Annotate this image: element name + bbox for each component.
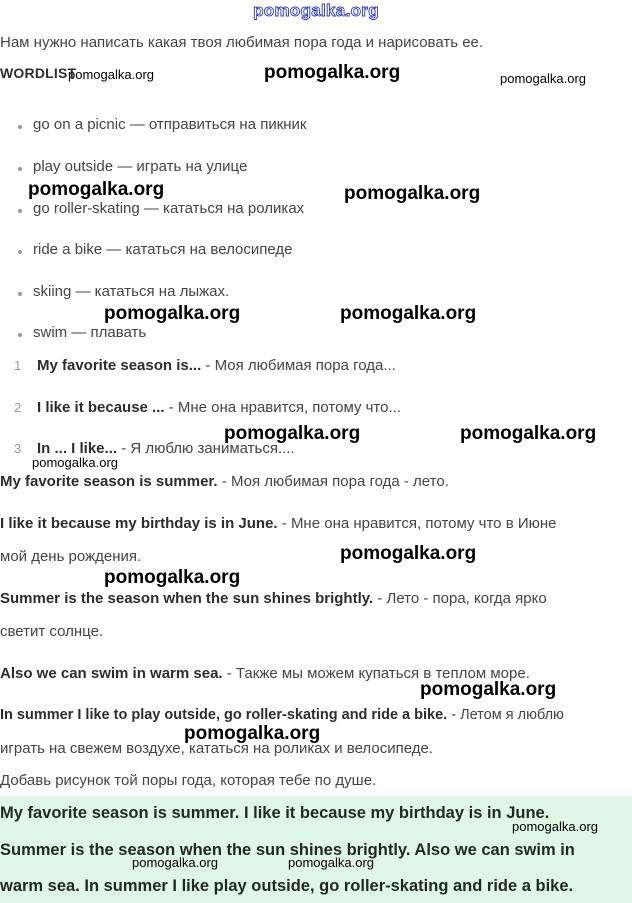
phrase-number: 3 xyxy=(14,441,22,456)
answer-line: Summer is the season when the sun shines brightly. Also we can swim in xyxy=(0,841,575,859)
watermark: pomogalka.org xyxy=(184,723,321,744)
bullet-icon xyxy=(18,333,22,337)
watermark: pomogalka.org xyxy=(512,819,598,834)
bullet-icon xyxy=(18,292,22,296)
watermark: pomogalka.org xyxy=(460,423,597,444)
wordlist-title: WORDLIST xyxy=(0,65,77,81)
phrase-number: 2 xyxy=(14,400,22,415)
sentence-5: In summer I like to play outside, go roller-skating and ride a bike. - Летом я люблю xyxy=(0,707,564,723)
bullet-icon xyxy=(18,209,22,213)
watermark: pomogalka.org xyxy=(340,543,477,564)
watermark: pomogalka.org xyxy=(340,303,477,324)
watermark: pomogalka.org xyxy=(104,567,241,588)
watermark: pomogalka.org xyxy=(420,679,557,700)
watermark: pomogalka.org xyxy=(264,62,401,83)
site-header-logo[interactable]: pomogalka.org xyxy=(253,1,379,20)
sentence-5-cont: играть на свежем воздухе, кататься на роликах и велосипеде. xyxy=(0,740,433,757)
watermark: pomogalka.org xyxy=(132,855,218,870)
wordlist-item: play outside — играть на улице xyxy=(33,158,248,175)
task-text: Нам нужно написать какая твоя любимая пора года и нарисовать ее. xyxy=(0,34,484,51)
watermark: pomogalka.org xyxy=(32,455,118,470)
bullet-icon xyxy=(18,250,22,254)
watermark: pomogalka.org xyxy=(104,303,241,324)
wordlist-item: go roller-skating — кататься на роликах xyxy=(33,200,305,217)
answer-box xyxy=(0,796,632,903)
phrase-item: I like it because ... - Мне она нравится, потому что... xyxy=(37,399,401,416)
answer-line: My favorite season is summer. I like it because my birthday is in June. xyxy=(0,804,550,822)
phrase-number: 1 xyxy=(14,358,22,373)
bullet-icon xyxy=(18,167,22,171)
phrase-item: In ... I like... - Я люблю заниматься.... xyxy=(37,440,295,457)
watermark: pomogalka.org xyxy=(500,71,586,86)
sentence-4: Also we can swim in warm sea. - Также мы можем купаться в теплом море. xyxy=(0,665,530,682)
sentence-3: Summer is the season when the sun shines brightly. - Лето - пора, когда ярко xyxy=(0,590,547,607)
watermark: pomogalka.org xyxy=(288,855,374,870)
sentence-3-cont: светит солнце. xyxy=(0,623,104,640)
bullet-icon xyxy=(18,125,22,129)
watermark: pomogalka.org xyxy=(68,67,154,82)
wordlist-item: swim — плавать xyxy=(33,324,147,341)
watermark: pomogalka.org xyxy=(344,183,481,204)
wordlist-item: skiing — кататься на лыжах. xyxy=(33,283,230,300)
sentence-1: My favorite season is summer. - Моя любимая пора года - лето. xyxy=(0,473,449,490)
draw-instruction: Добавь рисунок той поры года, которая тебе по душе. xyxy=(0,772,377,789)
sentence-2-cont: мой день рождения. xyxy=(0,548,142,565)
watermark: pomogalka.org xyxy=(28,179,165,200)
phrase-item: My favorite season is... - Моя любимая пора года... xyxy=(37,357,396,374)
answer-line: warm sea. In summer I like play outside, go roller-skating and ride a bike. xyxy=(0,877,574,895)
wordlist-item: go on a picnic — отправиться на пикник xyxy=(33,116,307,133)
sentence-2: I like it because my birthday is in June. - Мне она нравится, потому что в Июне xyxy=(0,515,557,532)
wordlist-item: ride a bike — кататься на велосипеде xyxy=(33,241,293,258)
watermark: pomogalka.org xyxy=(224,423,361,444)
